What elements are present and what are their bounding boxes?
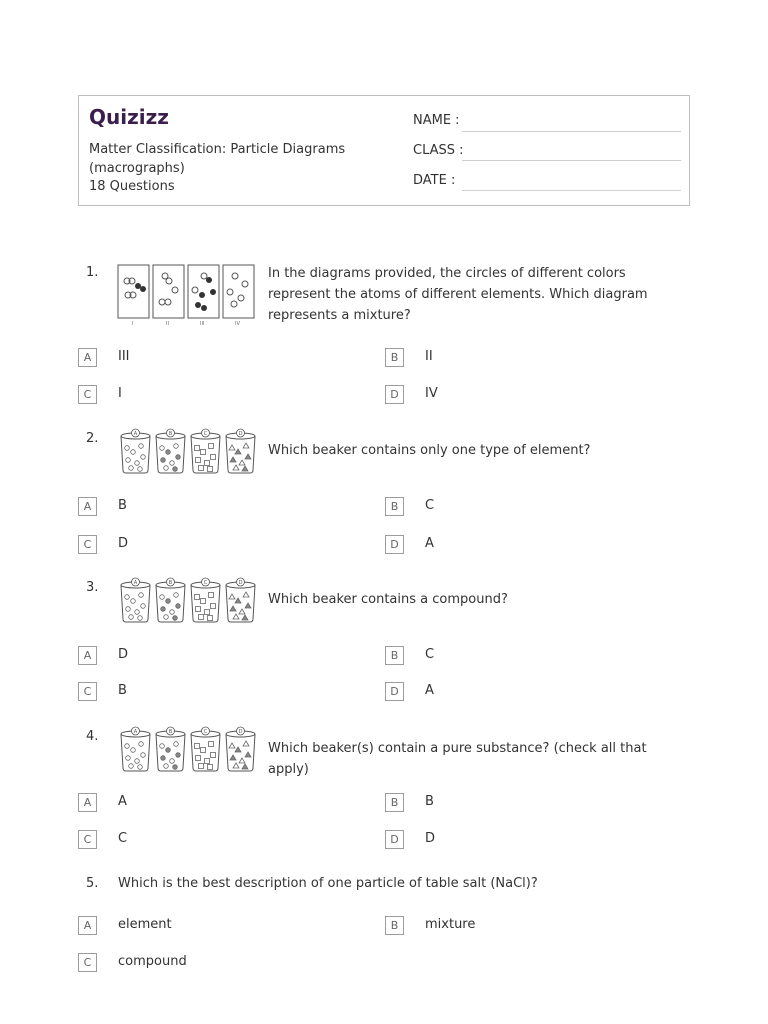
beaker-label: D [238, 729, 243, 735]
option-text: B [118, 683, 127, 698]
beaker-icon [226, 429, 255, 473]
option-text: compound [118, 954, 187, 969]
beaker-label: D [238, 580, 243, 586]
option-text: III [118, 349, 130, 364]
beaker-label: B [168, 580, 173, 586]
diagram-label-iv: IV [235, 321, 240, 327]
question-number: 3. [86, 580, 99, 595]
class-label: CLASS : [413, 143, 464, 158]
option-text: C [118, 831, 128, 846]
beaker-icon [156, 727, 185, 771]
beaker-icon [121, 727, 150, 771]
worksheet-header [78, 95, 690, 206]
svg-text:Quizizz: Quizizz [89, 105, 169, 129]
option-box-b[interactable]: B [385, 497, 404, 516]
name-label: NAME : [413, 113, 460, 128]
class-field[interactable] [462, 160, 681, 161]
beaker-label: D [238, 431, 243, 437]
beaker-label: A [133, 431, 138, 437]
beaker-label: A [133, 729, 138, 735]
question-number: 1. [86, 265, 99, 280]
beaker-label: C [203, 580, 208, 586]
option-text: D [425, 831, 436, 846]
option-text: A [118, 794, 127, 809]
beaker-icon [121, 578, 150, 622]
option-text: B [118, 498, 127, 513]
option-box-b[interactable]: B [385, 916, 404, 935]
diagram-label-i: I [132, 321, 134, 327]
option-text: mixture [425, 917, 476, 932]
beakers-image [117, 726, 257, 772]
option-text: IV [425, 386, 438, 401]
date-label: DATE : [413, 173, 456, 188]
option-box-c[interactable]: C [78, 385, 97, 404]
beakers-image [117, 428, 257, 474]
option-text: A [425, 536, 434, 551]
option-box-a[interactable]: A [78, 646, 97, 665]
question-number: 2. [86, 431, 99, 446]
beaker-icon [226, 727, 255, 771]
option-text: II [425, 349, 433, 364]
option-text: D [118, 647, 129, 662]
beaker-label: C [203, 729, 208, 735]
beaker-icon [226, 578, 255, 622]
beaker-label: A [133, 580, 138, 586]
option-box-a[interactable]: A [78, 793, 97, 812]
question-text: Which beaker(s) contain a pure substance? (check all that apply) [268, 741, 647, 777]
option-box-c[interactable]: C [78, 682, 97, 701]
quizizz-logo [89, 104, 169, 130]
option-box-d[interactable]: D [385, 535, 404, 554]
option-text: A [425, 683, 434, 698]
question-text: Which is the best description of one particle of table salt (NaCl)? [118, 876, 538, 891]
option-text: D [118, 536, 129, 551]
option-text: C [425, 647, 435, 662]
question-text: Which beaker contains only one type of element? [268, 443, 591, 458]
diagram-label-iii: III [200, 321, 205, 327]
option-box-b[interactable]: B [385, 793, 404, 812]
beaker-icon [191, 727, 220, 771]
particle-diagram-image [117, 262, 257, 328]
diagram-label-ii: II [166, 321, 169, 327]
beaker-icon [121, 429, 150, 473]
option-box-a[interactable]: A [78, 916, 97, 935]
option-text: element [118, 917, 172, 932]
question-number: 4. [86, 729, 99, 744]
beaker-label: B [168, 431, 173, 437]
option-box-c[interactable]: C [78, 830, 97, 849]
option-box-b[interactable]: B [385, 646, 404, 665]
option-box-d[interactable]: D [385, 385, 404, 404]
question-text: Which beaker contains a compound? [268, 592, 508, 607]
option-text: C [425, 498, 435, 513]
option-box-c[interactable]: C [78, 953, 97, 972]
beakers-image [117, 577, 257, 623]
option-box-c[interactable]: C [78, 535, 97, 554]
option-text: I [118, 386, 122, 401]
worksheet-title: Matter Classification: Particle Diagrams (macrographs) [89, 142, 346, 176]
beaker-label: C [203, 431, 208, 437]
date-field[interactable] [462, 190, 681, 191]
option-box-a[interactable]: A [78, 497, 97, 516]
option-text: B [425, 794, 434, 809]
beaker-label: B [168, 729, 173, 735]
option-box-a[interactable]: A [78, 348, 97, 367]
question-text: In the diagrams provided, the circles of different colors represent the atoms of different elements. Which diagram represents a mixture? [268, 266, 648, 323]
beaker-icon [191, 578, 220, 622]
option-box-d[interactable]: D [385, 830, 404, 849]
beaker-icon [191, 429, 220, 473]
question-count: 18 Questions [89, 179, 175, 194]
beaker-icon [156, 578, 185, 622]
name-field[interactable] [462, 131, 681, 132]
option-box-d[interactable]: D [385, 682, 404, 701]
question-number: 5. [86, 876, 99, 891]
beaker-icon [156, 429, 185, 473]
option-box-b[interactable]: B [385, 348, 404, 367]
